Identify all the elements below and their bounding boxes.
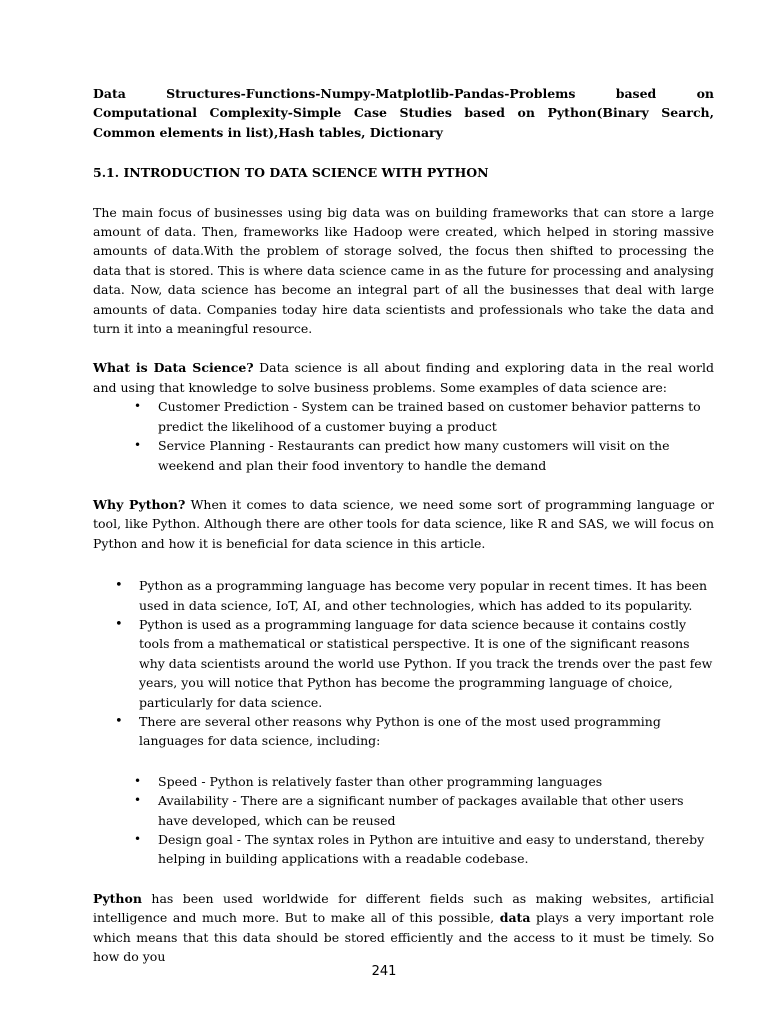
closing-text-2: plays a very important role which means that this data should be stored efficiently and the access to it must be timely. So how do you <box>93 910 714 965</box>
closing-paragraph <box>93 889 714 967</box>
why-python-label: Why Python? <box>93 496 186 512</box>
section-title: 5.1. INTRODUCTION TO DATA SCIENCE WITH PYTHON <box>93 165 489 181</box>
what-is-data-science-label: What is Data Science? <box>93 360 254 376</box>
list-item: • Service Planning - Restaurants can predict how many customers will visit on the weekend and plan their food inventory to handle the demand <box>93 436 714 475</box>
examples-list <box>93 397 714 475</box>
topics-heading: Data Structures-Functions-Numpy-Matplotlib-Pandas-Problems based on Computational Complexity-Simple Case Studies based on Python(Binary Search, Common elements in list),Hash tables, Dictionary <box>93 86 714 140</box>
list-item: • Customer Prediction - System can be trained based on customer behavior patterns to predict the likelihood of a customer buying a product <box>93 397 714 436</box>
what-is-data-science-text: Data science is all about finding and exploring data in the real world and using that knowledge to solve business problems. Some examples of data science are: <box>93 360 714 395</box>
python-points-list <box>93 576 714 751</box>
reasons-list <box>93 772 714 869</box>
list-item: • Python as a programming language has become very popular in recent times. It has been used in data science, IoT, AI, and other technologies, which has added to its popularity. <box>93 576 714 615</box>
closing-text-1: has been used worldwide for different fields such as making websites, artificial intelligence and much more. But to make all of this possible, <box>93 890 714 926</box>
data-bold: data <box>499 910 531 926</box>
why-python-paragraph <box>93 495 714 553</box>
python-bold: Python <box>93 890 142 906</box>
what-is-data-science-paragraph <box>93 358 714 397</box>
list-item: • Availability - There are a significant number of packages available that other users have developed, which can be reused <box>93 791 714 830</box>
page-number: 241 <box>371 964 397 979</box>
list-item: • Speed - Python is relatively faster than other programming languages <box>93 772 714 791</box>
list-item: • Design goal - The syntax roles in Python are intuitive and easy to understand, thereby helping in building applications with a readable codebase. <box>93 830 714 869</box>
why-python-text: When it comes to data science, we need some sort of programming language or tool, like Python. Although there are other tools for data science, like R and SAS, we will focus on Python and how it is beneficial for data science in this article. <box>93 496 715 551</box>
intro-paragraph: The main focus of businesses using big data was on building frameworks that can store a large amount of data. Then, frameworks like Hadoop were created, which helped in storing massive amounts of data.With the problem of storage solved, the focus then shifted to processing the data that is stored. This is where data science came in as the future for processing and analysing data. Now, data science has become an integral part of all the businesses that deal with large amounts of data. Companies today hire data scientists and professionals who take the data and turn it into a meaningful resource. <box>93 204 714 337</box>
page-content <box>93 84 714 966</box>
list-item: • Python is used as a programming language for data science because it contains costly tools from a mathematical or statistical perspective. It is one of the significant reasons why data scientists around the world use Python. If you track the trends over the past few years, you will notice that Python has become the programming language of choice, particularly for data science. <box>93 615 714 712</box>
list-item: • There are several other reasons why Python is one of the most used programming languages for data science, including: <box>93 712 714 751</box>
